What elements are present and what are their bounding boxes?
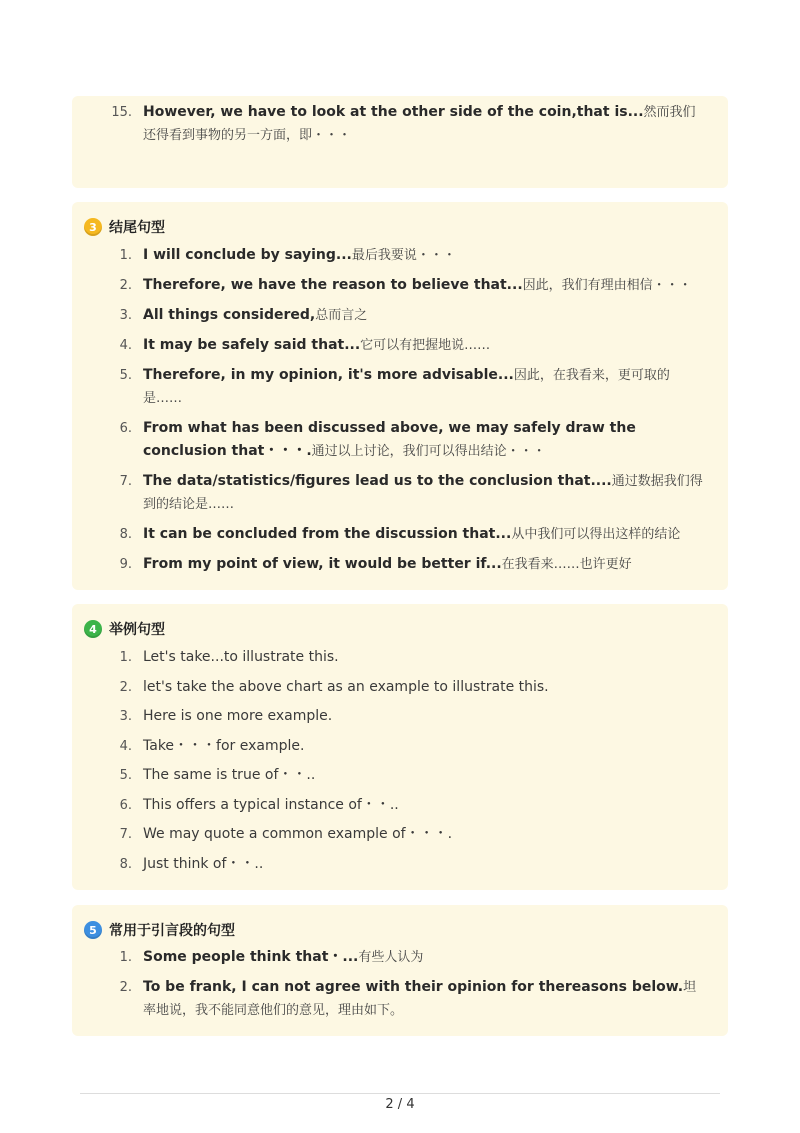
section-title: 结尾句型 — [109, 220, 165, 236]
item-chinese: 因此，我们有理由相信・・・ — [522, 278, 692, 293]
item-chinese: 坦率地说，我不能同意他们的意见，理由如下。 — [143, 980, 697, 1018]
list-item — [72, 823, 728, 846]
item-english: Therefore, in my opinion, it's more advisable... — [143, 367, 514, 383]
list-item — [72, 364, 728, 410]
item-number: 9. — [119, 557, 132, 572]
item-chinese: 有些人认为 — [358, 950, 424, 965]
list-item — [72, 417, 728, 463]
item-chinese: 通过以上讨论，我们可以得出结论・・・ — [311, 444, 546, 459]
list-item — [72, 853, 728, 876]
item-chinese: 在我看来……也许更好 — [501, 557, 632, 572]
item-english: Here is one more example. — [143, 708, 333, 724]
list-item — [72, 523, 728, 546]
item-english: Some people think that・... — [143, 949, 359, 965]
item-english: From what has been discussed above, we may safely draw the conclusion that・・・. — [143, 420, 636, 459]
item-number: 2. — [119, 278, 132, 293]
item-number: 7. — [119, 827, 132, 842]
number-3-icon: 3 — [84, 218, 102, 236]
list-item — [72, 794, 728, 817]
sentence-list — [72, 244, 728, 576]
item-english: All things considered, — [143, 307, 316, 323]
list-item — [72, 334, 728, 357]
item-chinese: 总而言之 — [315, 308, 368, 323]
list-item — [72, 244, 728, 267]
item-number: 4. — [119, 338, 132, 353]
item-chinese: 通过数据我们得到的结论是…… — [143, 474, 703, 512]
section-card-continued — [72, 96, 728, 188]
item-chinese: 从中我们可以得出这样的结论 — [511, 527, 681, 542]
section-card-examples — [72, 604, 728, 890]
section-heading — [84, 920, 235, 940]
item-number: 8. — [119, 856, 132, 872]
item-chinese: 然而我们还得看到事物的另一方面，即・・・ — [143, 105, 696, 143]
section-card-introduction — [72, 905, 728, 1036]
item-english: The data/statistics/figures lead us to the conclusion that.... — [143, 473, 612, 489]
section-card-conclusion — [72, 202, 728, 590]
list-item — [72, 764, 728, 787]
list-item — [72, 304, 728, 327]
number-5-icon: 5 — [84, 921, 102, 939]
item-english: I will conclude by saying... — [143, 247, 352, 263]
item-number: 1. — [119, 950, 132, 965]
sentence-list — [72, 946, 728, 1022]
list-item — [72, 735, 728, 758]
number-4-icon: 4 — [84, 620, 102, 638]
item-english: Just think of・・.. — [143, 855, 264, 872]
item-english: let's take the above chart as an example to illustrate this. — [143, 678, 549, 695]
item-number: 5. — [119, 768, 132, 783]
list-item — [72, 470, 728, 516]
item-english: The same is true of・・.. — [143, 767, 316, 783]
list-item — [72, 646, 728, 669]
item-number: 8. — [119, 527, 132, 542]
item-number: 3. — [119, 308, 132, 323]
item-english: To be frank, I can not agree with their opinion for thereasons below. — [143, 979, 684, 995]
list-item — [72, 553, 728, 576]
item-number: 4. — [119, 738, 132, 754]
section-title: 常用于引言段的句型 — [109, 923, 235, 939]
sentence-list — [72, 101, 728, 147]
item-chinese: 因此，在我看来，更可取的是…… — [143, 368, 670, 406]
section-title: 举例句型 — [109, 622, 165, 638]
footer-divider — [80, 1093, 720, 1094]
item-number: 2. — [119, 980, 132, 995]
section-heading — [84, 217, 165, 237]
item-chinese: 最后我要说・・・ — [351, 248, 456, 263]
list-item — [72, 274, 728, 297]
list-item — [72, 705, 728, 728]
item-number: 1. — [119, 650, 132, 665]
item-english: However, we have to look at the other side of the coin,that is... — [143, 104, 644, 120]
item-number: 7. — [119, 474, 132, 489]
item-number: 1. — [119, 248, 132, 263]
list-item — [72, 101, 728, 147]
item-english: Let's take...to illustrate this. — [143, 649, 339, 665]
item-number: 2. — [119, 679, 132, 695]
item-english: This offers a typical instance of・・.. — [143, 796, 399, 813]
item-english: Take・・・for example. — [143, 737, 305, 754]
item-number: 15. — [111, 105, 132, 120]
list-item — [72, 976, 728, 1022]
item-number: 5. — [119, 368, 132, 383]
item-number: 6. — [119, 421, 132, 436]
page-number: 2 / 4 — [385, 1097, 415, 1112]
item-english: It can be concluded from the discussion that... — [143, 526, 512, 542]
list-item — [72, 676, 728, 699]
item-chinese: 它可以有把握地说…… — [360, 338, 491, 353]
item-english: Therefore, we have the reason to believe that... — [143, 277, 523, 293]
list-item — [72, 946, 728, 969]
section-heading — [84, 619, 165, 639]
item-english: It may be safely said that... — [143, 337, 361, 353]
item-number: 3. — [119, 709, 132, 724]
sentence-list — [72, 646, 728, 876]
item-number: 6. — [119, 797, 132, 813]
item-english: We may quote a common example of・・・. — [143, 826, 453, 842]
item-english: From my point of view, it would be better if... — [143, 556, 502, 572]
